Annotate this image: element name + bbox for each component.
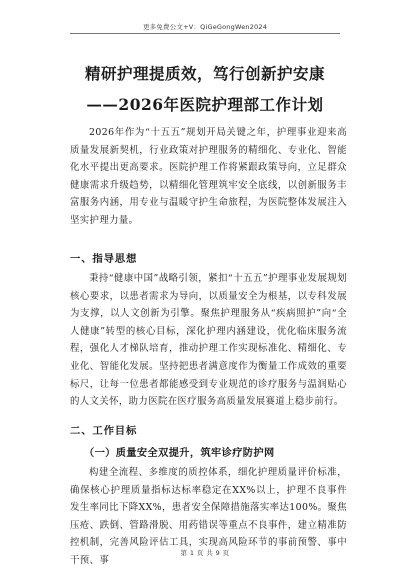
section-heading-guiding-ideology: 一、指导思想 [70,253,138,265]
section-heading-work-goals: 二、工作目标 [70,425,138,437]
page-number: 第 1 页 共 9 页 [180,549,230,557]
header-divider [70,33,340,34]
intro-paragraph: 2026年作为“十五五”规划开局关键之年，护理事业迎来高质量发展新契机，行业政策对护理服务的精细化、专业化、智能化水平提出更高要求。医院护理工作将紧跟政策导向，立足群众健康需求升级趋势，以精细化管理筑牢安全底线，以创新服务丰富服务内涵，用专业与温暖守护生命旅程，为医院整体发展注入坚实护理力量。 [70,127,347,226]
document-title-line2: ——2026年医院护理部工作计划 [86,95,324,114]
subsection-heading-quality-safety: （一）质量安全双提升，筑牢诊疗防护网 [84,448,275,459]
header-note: 更多免费公文+V：QiGeGongWen2024 [142,23,268,31]
quality-safety-paragraph: 构建全流程、多维度的质控体系，细化护理质量评价标准，确保核心护理质量指标达标率稳定在XX%以上，护理不良事件发生率同比下降XX%，患者安全保障措施落实率达100%。聚焦压疮、跌倒、管路滑脱、用药错误等重点不良事件，建立精准防控机制，完善风险评估工具，实现高风险环节的事前预警、事中干预、事 [70,467,347,566]
guiding-ideology-paragraph: 秉持“健康中国”战略引领，紧扣“十五五”护理事业发展规划核心要求，以患者需求为导向，以质量安全为根基，以专科发展为支撑，以人文创新为引擎。聚焦护理服务从“疾病照护”向“全人健康”转型的核心目标，深化护理内涵建设，优化临床服务流程，强化人才梯队培育，推动护理工作实现标准化、精细化、专业化、智能化发展。坚持把患者满意度作为衡量工作成效的重要标尺，让每一位患者都能感受到专业规范的诊疗服务与温润贴心的人文关怀，助力医院在医疗服务高质量发展赛道上稳步前行。 [70,273,347,408]
document-title-line1: 精研护理提质效，笃行创新护安康 [84,64,325,83]
